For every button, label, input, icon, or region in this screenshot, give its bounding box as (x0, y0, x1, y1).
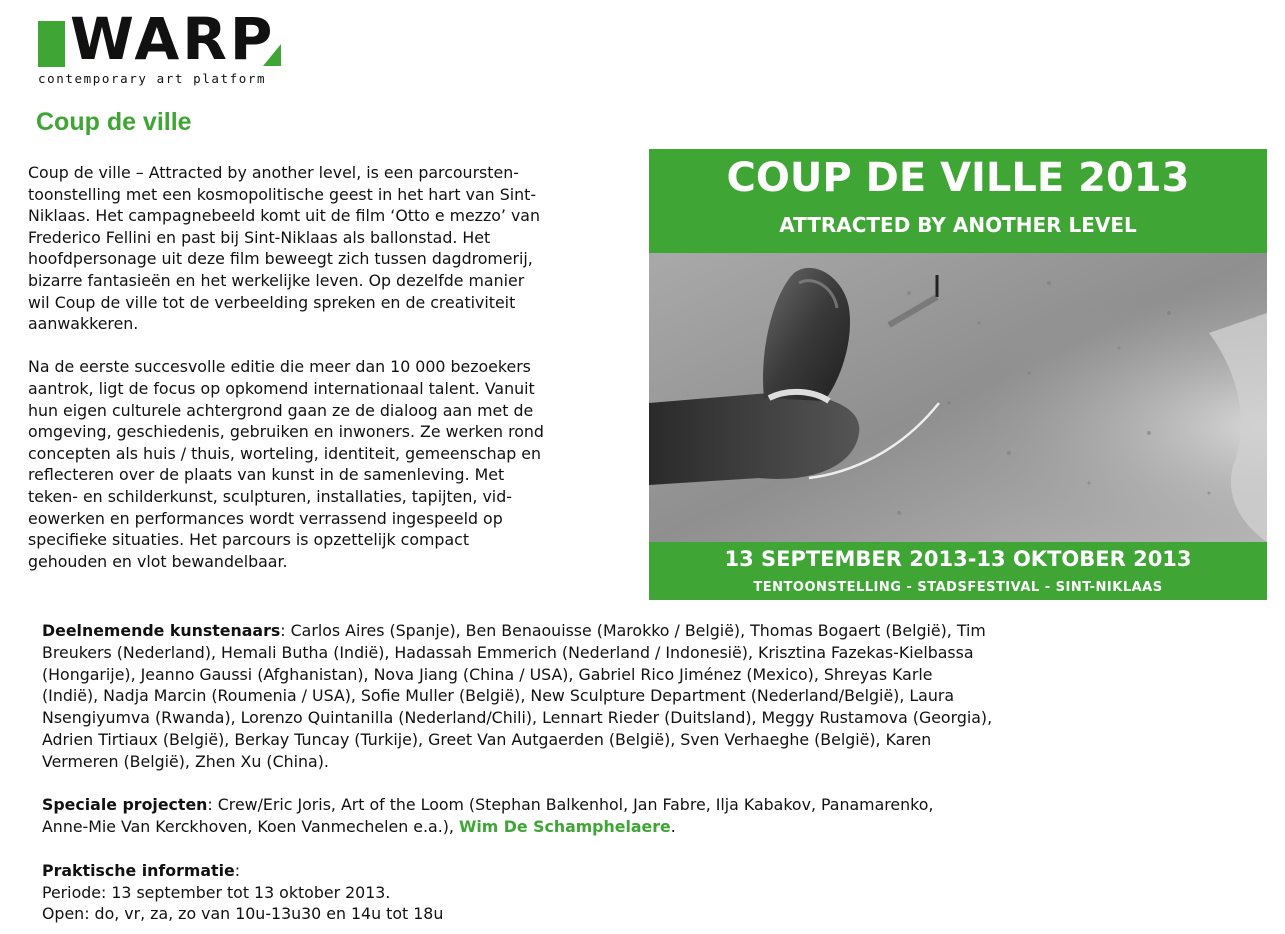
intro-line: hoofdpersonage uit deze film beweegt zich tussen dagdromerij, (28, 249, 533, 269)
practical-info-section (42, 860, 1257, 925)
poster-subtitle: ATTRACTED BY ANOTHER LEVEL (779, 213, 1137, 237)
artists-label: Deelnemende kunstenaars (42, 621, 281, 640)
intro-line: wil Coup de ville tot de verbeelding spreken en de creativiteit (28, 292, 516, 312)
intro-line: specifieke situaties. Het parcours is opzettelijk compact (28, 530, 470, 550)
intro-paragraph-1 (28, 162, 648, 335)
poster-dates: 13 SEPTEMBER 2013-13 OKTOBER 2013 (724, 547, 1192, 571)
practical-heading (42, 860, 1257, 882)
special-separator: : (207, 795, 213, 815)
special-text-end: . (670, 817, 676, 837)
logo-wordmark: WARP (70, 5, 276, 73)
artists-line: Vermeren (België), Zhen Xu (China). (42, 751, 329, 771)
paragraph-gap (28, 335, 648, 357)
artists-line: Nsengiyumva (Rwanda), Lorenzo Quintanilla (Nederland/Chili), Lennart Rieder (Duitsland), Meggy Rustamova (Georgia), (42, 708, 993, 728)
intro-line: teken- en schilderkunst, sculpturen, installaties, tapijten, vid- (28, 486, 512, 506)
special-line (42, 816, 1257, 838)
section-gap (42, 773, 1257, 795)
intro-line: reflecteren over de plaats van kunst in de samenleving. Met (28, 465, 505, 485)
logo-triangle-mark (263, 44, 281, 66)
warp-logo[interactable] (36, 5, 286, 88)
intro-line: gehouden en vlot bewandelbaar. (28, 551, 288, 571)
special-text: Crew/Eric Joris, Art of the Loom (Stephan Balkenhol, Jan Fabre, Ilja Kabakov, Panamarenko, (212, 795, 934, 815)
intro-line: toonstelling met een kosmopolitische geest in het hart van Sint- (28, 184, 537, 204)
event-details (42, 620, 1257, 925)
artists-section (42, 620, 1257, 773)
intro-line: concepten als huis / thuis, worteling, identiteit, gemeenschap en (28, 443, 542, 463)
practical-label: Praktische informatie (42, 860, 235, 880)
practical-separator: : (234, 860, 241, 880)
logo-tagline: contemporary art platform (38, 71, 267, 86)
intro-line: aanwakkeren. (28, 314, 139, 334)
artists-line (42, 620, 1257, 642)
intro-line: hun eigen culturele achtergrond gaan ze de dialoog aan met de (28, 400, 534, 420)
intro-text (28, 162, 648, 572)
intro-line: Frederico Fellini en past bij Sint-Niklaas als ballonstad. Het (28, 227, 491, 247)
poster-photo-foot-over-city (649, 253, 1267, 542)
intro-line: Coup de ville – Attracted by another level, is een parcoursten- (28, 163, 519, 182)
artists-line: Breukers (Nederland), Hemali Butha (Indië), Hadassah Emmerich (Nederland / Indonesië), Krisztina Fazekas-Kielbassa (42, 642, 974, 662)
page-title: Coup de ville (36, 108, 192, 136)
poster-title: COUP DE VILLE 2013 (726, 155, 1190, 201)
poster-tagline: TENTOONSTELLING - STADSFESTIVAL - SINT-NIKLAAS (753, 580, 1163, 595)
artists-separator: : (280, 621, 286, 640)
special-line (42, 794, 1257, 816)
section-gap (42, 838, 1257, 860)
artists-text: Carlos Aires (Spanje), Ben Benaouisse (Marokko / België), Thomas Bogaert (België), Tim (285, 621, 986, 640)
artists-line: Adrien Tirtiaux (België), Berkay Tuncay (Turkije), Greet Van Autgaerden (België), Sven Verhaeghe (België), Karen (42, 729, 932, 749)
intro-line: Na de eerste succesvolle editie die meer dan 10 000 bezoekers (28, 357, 531, 377)
logo-bar-mark (38, 21, 65, 67)
intro-line: omgeving, geschiedenis, gebruiken en inwoners. Ze werken rond (28, 422, 544, 442)
campaign-poster (649, 149, 1267, 600)
artists-line: (Indië), Nadja Marcin (Roumenia / USA), Sofie Muller (België), New Sculpture Department (Nederland/België), Laura (42, 686, 955, 706)
special-label: Speciale projecten (42, 795, 208, 815)
intro-line: Niklaas. Het campagnebeeld komt uit de film ‘Otto e mezzo’ van (28, 206, 541, 226)
practical-period: Periode: 13 september tot 13 oktober 2013. (42, 882, 391, 902)
special-text: Anne-Mie Van Kerckhoven, Koen Vanmechelen e.a.), (42, 817, 459, 837)
intro-line: bizarre fantasieën en het werkelijke leven. Op dezelfde manier (28, 270, 525, 290)
intro-line: eowerken en performances wordt verrassend ingespeeld op (28, 508, 503, 528)
intro-line: aantrok, ligt de focus op opkomend internationaal talent. Vanuit (28, 378, 535, 398)
artists-line: (Hongarije), Jeanno Gaussi (Afghanistan), Nova Jiang (China / USA), Gabriel Rico Jiménez (Mexico), Shreyas Karle (42, 664, 933, 684)
special-projects-section (42, 794, 1257, 838)
practical-opening-hours: Open: do, vr, za, zo van 10u-13u30 en 14u tot 18u (42, 904, 444, 924)
wim-de-schamphelaere-link[interactable]: Wim De Schamphelaere (458, 817, 671, 837)
intro-paragraph-2 (28, 356, 648, 572)
